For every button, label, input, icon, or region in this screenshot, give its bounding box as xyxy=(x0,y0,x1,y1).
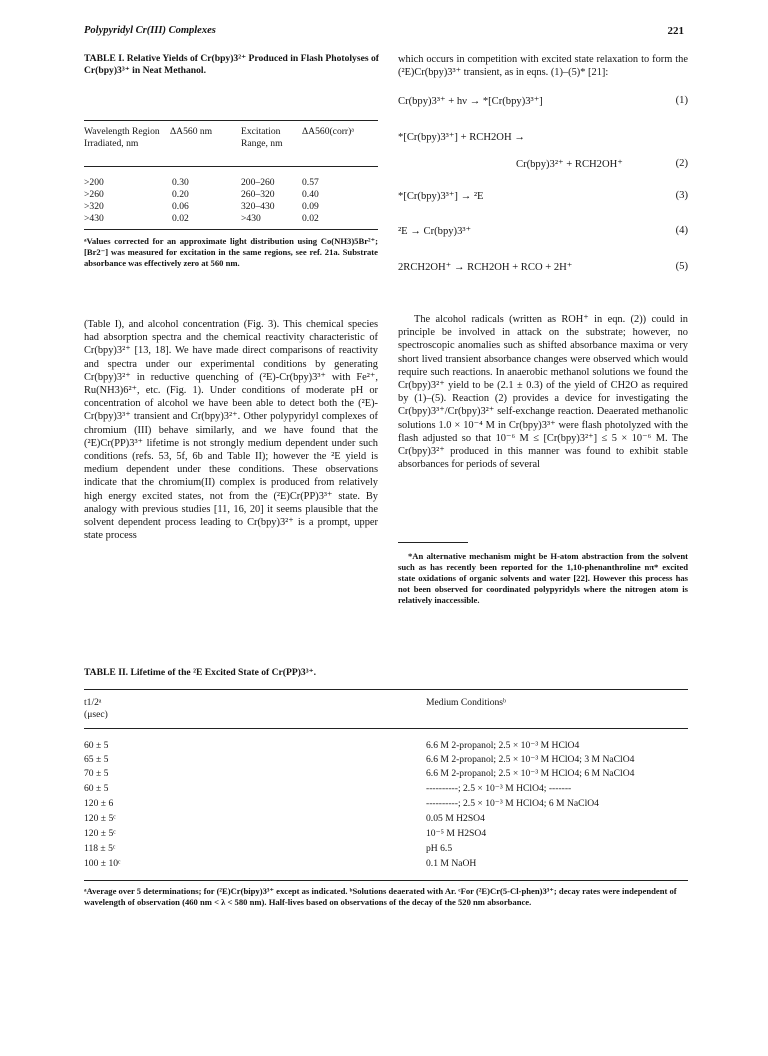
table2-medium-cell: pH 6.5 xyxy=(426,843,453,854)
table2-t12-cell: 60 ± 5 xyxy=(84,740,109,751)
table1-cell: 0.30 xyxy=(172,177,189,188)
running-title: Polypyridyl Cr(III) Complexes xyxy=(84,25,216,36)
table1-cell: 0.20 xyxy=(172,189,189,200)
equation-3: *[Cr(bpy)3³⁺] → ²E xyxy=(398,191,484,202)
table1-cell: 320–430 xyxy=(241,201,275,212)
table1-cell: 0.09 xyxy=(302,201,319,212)
table1-header-excitation: Excitation Range, nm xyxy=(241,126,283,149)
table2-bottom-rule xyxy=(84,880,688,881)
table2-t12-cell: 120 ± 5ᶜ xyxy=(84,828,116,839)
table2-header-medium: Medium Conditionsᵇ xyxy=(426,697,506,708)
left-paragraph: (Table I), and alcohol concentration (Fig. 3). This chemical species had absorption spectra and the chemical reactivity characteristic of Cr(bpy)3²⁺ [13, 18]. We have made direct comparisons of reactivity and spectra under our experimental conditions by generating Cr(bpy)3²⁺ in reductive quenching of (²E)-Cr(bpy)3³⁺ with Fe²⁺, Ru(NH3)6²⁺, etc. (Fig. 1). Under conditions of moderate pH or concentration of alcohol we have been able to detect both the (²E)-Cr(bpy)3³⁺ transient and Cr(bpy)3²⁺. Other polypyridyl complexes of chromium (III) behave similarly, and we have found that the (²E)Cr(PP)3³⁺ lifetime is not strongly medium dependent under such conditions (refs. 53, 5f, 6b and Table II); however the ²E yield is medium dependent under these conditions. These observations indicate that the chromium(II) complex is produced from relatively high energy excited states, not from the (²E)Cr(PP)3³⁺ state. By analogy with previous studies [11, 16, 20] it seems plausible that the solvent dependent process leading to Cr(bpy)3²⁺ is a prompt, upper state process xyxy=(84,319,378,542)
table2-medium-cell: 0.1 M NaOH xyxy=(426,858,477,869)
table1-header-da560: ΔA560 nm xyxy=(170,126,213,137)
table1-cell: 0.02 xyxy=(302,213,319,224)
table1-cell: >320 xyxy=(84,201,104,212)
left-body-text xyxy=(84,318,378,542)
equation-2b: Cr(bpy)3²⁺ + RCH2OH⁺ xyxy=(516,159,623,170)
equation-number: (5) xyxy=(675,261,688,272)
table2-medium-cell: 0.05 M H2SO4 xyxy=(426,813,485,824)
table1-cell: >200 xyxy=(84,177,104,188)
table2-medium-cell: ----------; 2.5 × 10⁻³ M HClO4; 6 M NaClO4 xyxy=(426,798,599,809)
table1-cell: 0.02 xyxy=(172,213,189,224)
table2-medium-cell: 10⁻⁵ M H2SO4 xyxy=(426,828,487,839)
equation-block xyxy=(398,95,688,305)
table1-cell: 0.06 xyxy=(172,201,189,212)
table1-cell: 0.40 xyxy=(302,189,319,200)
table1-cell: 260–320 xyxy=(241,189,275,200)
table2-top-rule xyxy=(84,689,688,690)
equation-number: (2) xyxy=(675,158,688,169)
right-body-text: The alcohol radicals (written as ROH⁺ in eqn. (2)) could in principle be involved in attack on the substrate; however, no spectroscopic anomalies such as shifted absorbance maxima or very short lived transient absorbance changes were observed which would require such reactions. In anaerobic methanol solutions we found the Cr(bpy)3²⁺ yield to be (2.1 ± 0.3) of the yield of CH2O as required by (1)–(5). Reaction (2) provides a device for investigating the Cr(bpy)3³⁺/Cr(bpy)3²⁺ self-exchange reaction. Deaerated methanolic solutions 1.0 × 10⁻⁴ M in Cr(bpy)3³⁺ were flash photolyzed with the flash adjusted so that 10⁻⁶ M ≤ [Cr(bpy)3²⁺] ≤ 5 × 10⁻⁶ M. The Cr(bpy)3²⁺ produced in this manner was found to exhibit stable absorbances for periods of several xyxy=(398,314,688,471)
equation-2a: *[Cr(bpy)3³⁺] + RCH2OH → xyxy=(398,132,525,143)
equation-number: (4) xyxy=(675,225,688,236)
table2-medium-cell: 6.6 M 2-propanol; 2.5 × 10⁻³ M HClO4; 3 M NaClO4 xyxy=(426,754,635,765)
table2-t12-cell: 60 ± 5 xyxy=(84,783,109,794)
equation-5: 2RCH2OH⁺ → RCH2OH + RCO + 2H⁺ xyxy=(398,262,573,273)
footnote-separator xyxy=(398,542,468,543)
table2-mid-rule xyxy=(84,728,688,729)
table1-bottom-rule xyxy=(84,229,378,230)
table1-cell: >430 xyxy=(241,213,261,224)
table1-body xyxy=(84,177,384,227)
table2-header-t12: t1/2ᵃ xyxy=(84,697,102,708)
right-intro-text: which occurs in competition with excited state relaxation to form the (²E)Cr(bpy)3³⁺ transient, as in eqns. (1)–(5)* [21]: xyxy=(398,54,688,79)
table1-caption: TABLE I. Relative Yields of Cr(bpy)3²⁺ Produced in Flash Photolyses of Cr(bpy)3³⁺ in Neat Methanol. xyxy=(84,53,379,76)
table1-cell: >430 xyxy=(84,213,104,224)
table1-cell: 0.57 xyxy=(302,177,319,188)
table2-medium-cell: 6.6 M 2-propanol; 2.5 × 10⁻³ M HClO4; 6 M NaClO4 xyxy=(426,768,635,779)
table2-t12-cell: 65 ± 5 xyxy=(84,754,109,765)
table2-t12-cell: 70 ± 5 xyxy=(84,768,109,779)
table2-t12-cell: 118 ± 5ᶜ xyxy=(84,843,116,854)
table2-body xyxy=(84,740,688,880)
page-number: 221 xyxy=(667,25,684,37)
table1-header-da560corr: ΔA560(corr)ᵃ xyxy=(302,126,354,137)
equation-number: (1) xyxy=(675,95,688,106)
equation-number: (3) xyxy=(675,190,688,201)
table2-caption: TABLE II. Lifetime of the ²E Excited State of Cr(PP)3³⁺. xyxy=(84,667,317,678)
table1-mid-rule xyxy=(84,166,378,167)
table2-t12-cell: 120 ± 5ᶜ xyxy=(84,813,116,824)
table1-cell: 200–260 xyxy=(241,177,275,188)
table1-header-wavelength: Wavelength Region Irradiated, nm xyxy=(84,126,160,149)
table1-top-rule xyxy=(84,120,378,121)
table1-footnote: ᵃValues corrected for an approximate light distribution using Co(NH3)5Br²⁺; [Br2⁻] was measured for excitation in the same regions, see ref. 21a. Substrate absorbance was effectively zero at 560 nm. xyxy=(84,236,378,268)
table2-t12-cell: 100 ± 10ᶜ xyxy=(84,858,121,869)
table2-medium-cell: 6.6 M 2-propanol; 2.5 × 10⁻³ M HClO4 xyxy=(426,740,580,751)
equation-4: ²E → Cr(bpy)3³⁺ xyxy=(398,226,472,237)
table2-footnote: ᵃAverage over 5 determinations; for (²E)Cr(bipy)3³⁺ except as indicated. ᵇSolutions deaerated with Ar. ᶜFor (²E)Cr(5-Cl-phen)3³⁺; decay rates were independent of wavelength of observation (460 nm < λ < 580 nm). Half-lives based on observations of the decay of the 520 nm absorbance. xyxy=(84,886,677,907)
right-footnote: *An alternative mechanism might be H-atom abstraction from the solvent such as has recently been reported for the 1,10-phenanthroline nπ* excited state oxidations of organic solvents and water [22]. However this process has not been observed for coordinated polypyridyls where the nitrogen atom is relatively inaccessible. xyxy=(398,551,688,605)
table2-medium-cell: ----------; 2.5 × 10⁻³ M HClO4; ------- xyxy=(426,783,572,794)
table1-cell: >260 xyxy=(84,189,104,200)
table2-t12-cell: 120 ± 6 xyxy=(84,798,114,809)
equation-1: Cr(bpy)3³⁺ + hν → *[Cr(bpy)3³⁺] xyxy=(398,96,543,107)
table2-header-unit: (μsec) xyxy=(84,709,108,720)
